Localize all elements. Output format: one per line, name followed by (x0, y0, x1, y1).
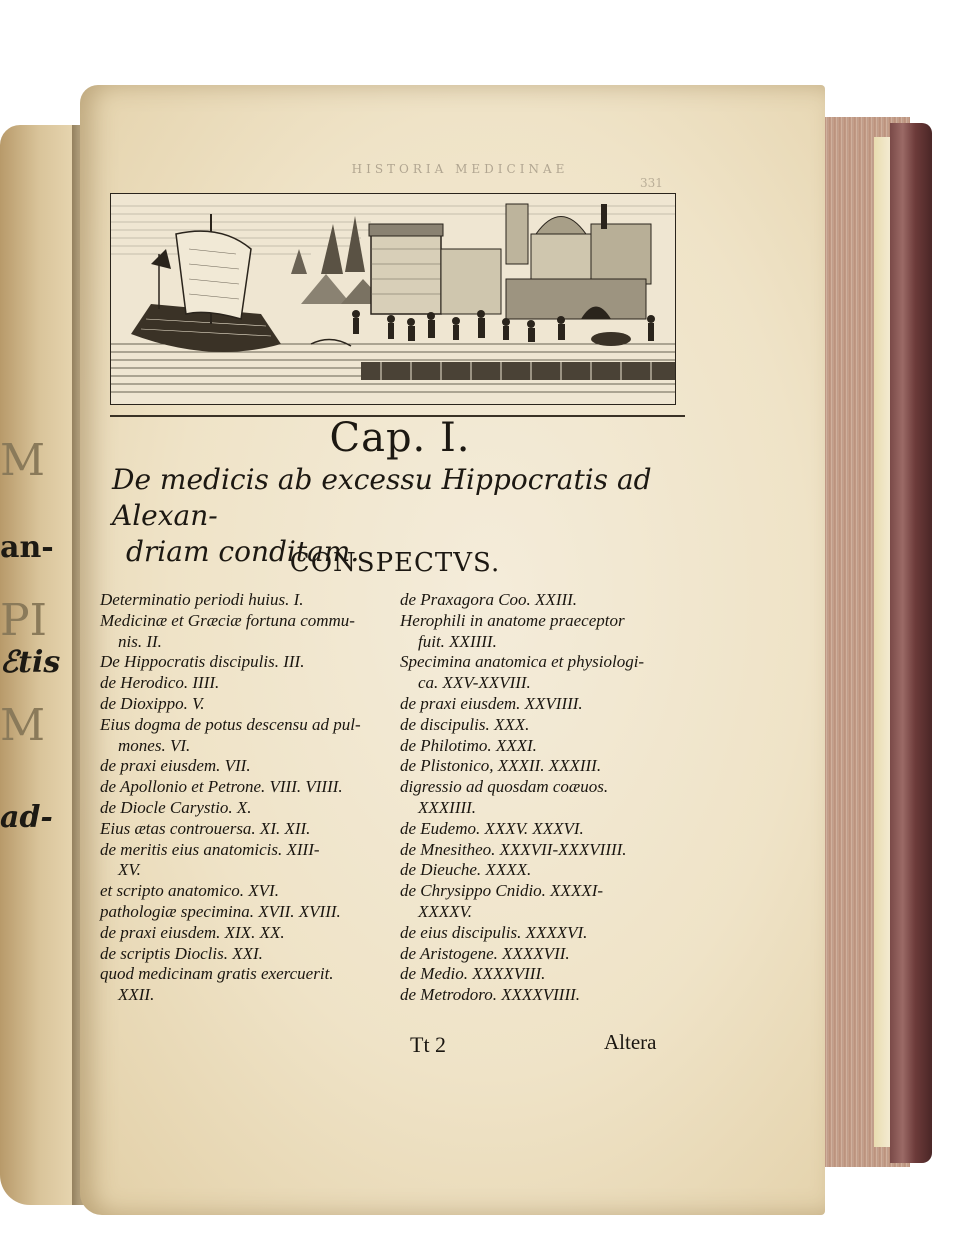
contents-entry (100, 881, 395, 902)
entry-line: de Praxagora Coo. XXIII. (400, 590, 578, 609)
section-heading: CONSPECTVS. (289, 548, 501, 578)
entry-line: de Herodico. IIII. (100, 673, 220, 693)
entry-continuation: nis. II. (118, 631, 162, 651)
entry-continuation: fuit. XXIIII. (418, 631, 497, 651)
contents-entry (400, 736, 695, 757)
entry-line: de Chrysippo Cnidio. XXXXI- (400, 881, 604, 901)
left-fragment-3: ad- (0, 800, 53, 835)
left-fragment-1: an- (0, 530, 54, 565)
contents-entry (100, 652, 395, 673)
contents-entry (100, 673, 395, 694)
book-cover (890, 123, 932, 1163)
contents-entry (100, 715, 395, 757)
left-ghost-letter: M (0, 700, 46, 751)
contents-entry (400, 777, 695, 819)
contents-entry (100, 694, 395, 715)
contents-entry (400, 964, 695, 985)
entry-line: de Philotimo. XXXI. (400, 735, 537, 755)
left-fragment-2: ℰtis (0, 645, 61, 680)
entry-line: de Aristogene. XXXXVII. (400, 943, 570, 963)
entry-line: digressio ad quosdam coæuos. (400, 777, 609, 797)
entry-continuation: XXII. (118, 985, 155, 1005)
entry-line: de meritis eius anatomicis. XIII- (100, 839, 320, 859)
entry-line: Determinatio periodi huius. I. (100, 590, 304, 609)
entry-continuation: ca. XXV-XXVIII. (418, 673, 531, 693)
contents-entry (100, 590, 395, 611)
entry-line: de praxi eiusdem. XXVIIII. (400, 693, 583, 713)
contents-entry (100, 902, 395, 923)
entry-line: Eius dogma de potus descensu ad pul- (100, 714, 361, 734)
entry-line: de Mnesitheo. XXXVII-XXXVIIII. (400, 839, 627, 859)
contents-entry (100, 798, 395, 819)
contents-right-column (400, 590, 695, 1006)
engraving-illustration (111, 194, 675, 404)
entry-continuation: XXXXV. (418, 901, 472, 921)
left-ghost-letter: M (0, 435, 46, 486)
contents-entry (100, 964, 395, 1006)
contents-entry (400, 923, 695, 944)
entry-continuation: XXXIIII. (418, 797, 477, 817)
subtitle-line-1: De medicis ab excessu Hippocratis ad Alexan- (112, 463, 652, 532)
contents-entry (400, 860, 695, 881)
contents-entry (100, 777, 395, 798)
entry-line: et scripto anatomico. XVI. (100, 881, 279, 901)
entry-line: de discipulis. XXX. (400, 714, 530, 734)
entry-line: de Medio. XXXXVIII. (400, 964, 546, 984)
entry-line: de scriptis Dioclis. XXI. (100, 943, 263, 963)
contents-entry (400, 652, 695, 694)
contents-entry (400, 985, 695, 1006)
entry-line: de Apollonio et Petrone. VIII. VIIII. (100, 777, 343, 797)
entry-line: de eius discipulis. XXXXVI. (400, 922, 588, 942)
contents-entry (400, 694, 695, 715)
entry-line: de praxi eiusdem. XIX. XX. (100, 922, 285, 942)
contents-entry (400, 881, 695, 923)
entry-line: de Plistonico, XXXII. XXXIII. (400, 756, 602, 776)
entry-line: de praxi eiusdem. VII. (100, 756, 251, 776)
entry-line: quod medicinam gratis exercuerit. (100, 964, 334, 984)
entry-line: de Eudemo. XXXV. XXXVI. (400, 818, 584, 838)
contents-entry (400, 715, 695, 736)
entry-line: de Diocle Carystio. X. (100, 797, 252, 817)
chapter-title: Cap. I. (329, 415, 471, 461)
contents-entry (400, 840, 695, 861)
entry-line: De Hippocratis discipulis. III. (100, 652, 305, 672)
page-number: 331 (640, 176, 663, 190)
subtitle-line-2: driam conditam. (126, 535, 360, 568)
signature-mark: Tt 2 (410, 1032, 447, 1057)
contents-entry (100, 819, 395, 840)
contents-entry (100, 923, 395, 944)
contents-entry (100, 840, 395, 882)
entry-line: Medicinæ et Græciæ fortuna commu- (100, 610, 355, 630)
entry-line: de Dieuche. XXXX. (400, 860, 532, 880)
contents-entry (400, 590, 695, 611)
contents-entry (100, 944, 395, 965)
contents-entry (400, 819, 695, 840)
entry-line: Herophili in anatome praeceptor (400, 610, 625, 630)
entry-line: Specimina anatomica et physiologi- (400, 652, 645, 672)
entry-continuation: XV. (118, 860, 141, 880)
entry-line: pathologiæ specimina. XVII. XVIII. (100, 901, 341, 921)
entry-line: Eius ætas controuersa. XI. XII. (100, 818, 311, 838)
engraving-harbor-scene (110, 193, 676, 405)
contents-entry (400, 756, 695, 777)
left-ghost-letter: PI (0, 595, 47, 646)
entry-line: de Metrodoro. XXXXVIIII. (400, 985, 581, 1005)
contents-entry (100, 611, 395, 653)
running-head: HISTORIA MEDICINAE (351, 162, 569, 176)
contents-left-column (100, 590, 395, 1006)
contents-entry (400, 611, 695, 653)
entry-continuation: mones. VI. (118, 735, 191, 755)
catchword: Altera (604, 1030, 657, 1054)
contents-entry (400, 944, 695, 965)
contents-entry (100, 756, 395, 777)
entry-line: de Dioxippo. V. (100, 693, 205, 713)
